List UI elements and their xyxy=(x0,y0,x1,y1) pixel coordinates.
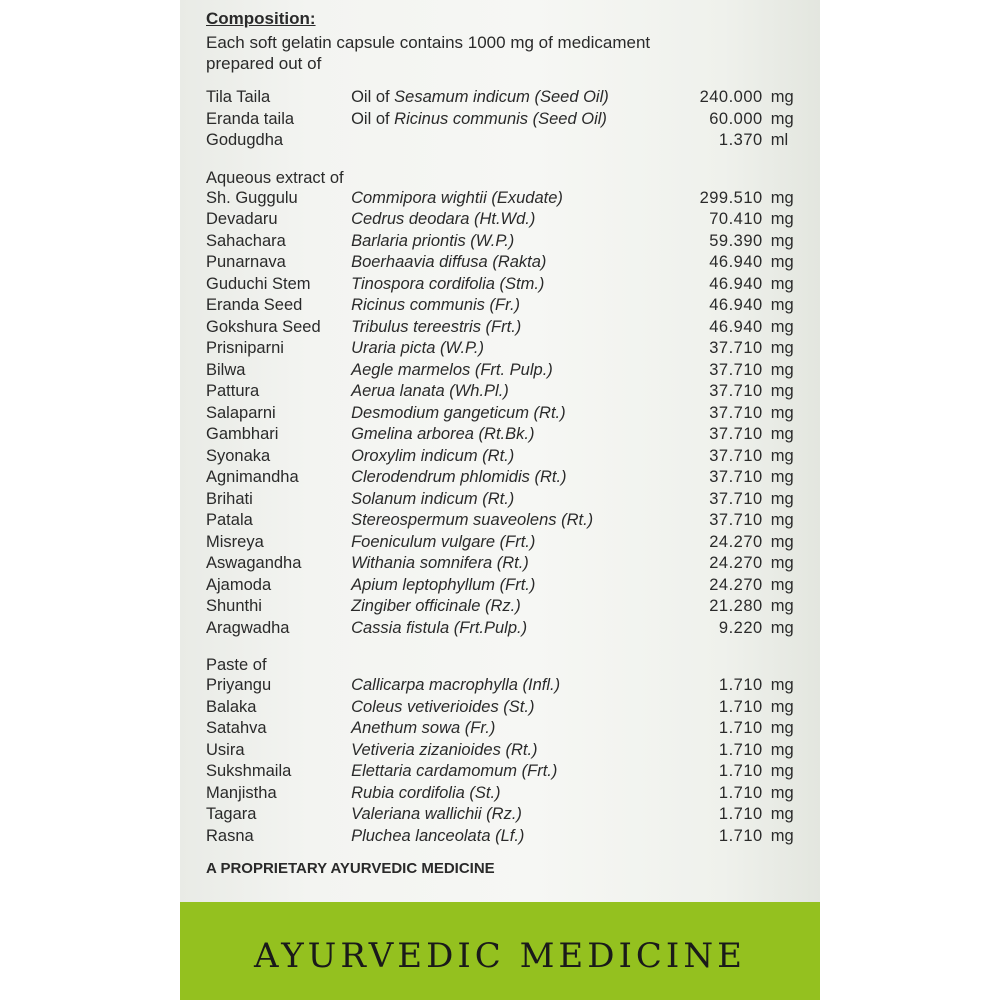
ingredient-source: Aerua lanata (Wh.Pl.) xyxy=(351,382,509,400)
ingredient-source: Oroxylim indicum (Rt.) xyxy=(351,446,515,465)
ingredient-source-prefix: Oil of xyxy=(351,88,395,106)
ingredient-source: Valeriana wallichii (Rz.) xyxy=(351,805,522,823)
ingredient-row xyxy=(206,296,806,318)
ingredient-source: Gmelina arborea (Rt.Bk.) xyxy=(351,425,535,443)
ingredient-source: Barlaria priontis (W.P.) xyxy=(351,231,515,250)
ingredient-source: Rubia cordifolia (St.) xyxy=(351,783,501,802)
ingredient-row xyxy=(206,490,806,512)
ingredient-amount: 60.000 xyxy=(709,109,763,128)
ingredient-unit: mg xyxy=(770,719,794,737)
ingredient-unit: mg xyxy=(770,511,794,529)
oils-section xyxy=(206,88,806,153)
ingredient-source: Solanum indicum (Rt.) xyxy=(351,489,515,508)
ingredient-unit: mg xyxy=(770,618,794,637)
ingredient-name: Patala xyxy=(206,511,253,529)
ingredient-amount: 46.940 xyxy=(709,253,763,271)
ingredient-source: Commipora wightii (Exudate) xyxy=(351,188,563,207)
ingredient-row xyxy=(206,576,806,598)
band-title: AYURVEDIC MEDICINE xyxy=(254,936,746,976)
ingredient-amount: 70.410 xyxy=(709,210,763,228)
ingredient-unit: mg xyxy=(770,575,794,594)
ingredient-amount: 9.220 xyxy=(718,618,763,637)
ingredient-row xyxy=(206,741,806,763)
ingredient-name: Agnimandha xyxy=(206,468,299,486)
ingredient-amount: 1.710 xyxy=(718,740,763,759)
ingredient-row xyxy=(206,131,806,153)
ingredient-unit: mg xyxy=(770,554,794,572)
aqueous-section xyxy=(206,167,806,641)
ingredient-amount: 37.710 xyxy=(709,468,763,486)
ingredient-unit: mg xyxy=(770,468,794,486)
ingredient-amount: 1.710 xyxy=(718,762,763,780)
ingredient-amount: 37.710 xyxy=(709,360,763,379)
ingredient-amount: 37.710 xyxy=(709,489,763,508)
ingredient-row xyxy=(206,425,806,447)
ingredient-source: Uraria picta (W.P.) xyxy=(351,339,485,357)
ingredient-source: Zingiber officinale (Rz.) xyxy=(351,597,521,615)
ingredient-name: Pattura xyxy=(206,382,260,400)
aqueous-list xyxy=(206,189,806,641)
ingredient-amount: 299.510 xyxy=(699,188,763,207)
ingredient-amount: 240.000 xyxy=(699,88,763,106)
ingredient-name: Eranda taila xyxy=(206,109,295,128)
ingredient-source: Cedrus deodara (Ht.Wd.) xyxy=(351,210,536,228)
ingredient-row xyxy=(206,275,806,297)
ingredient-source: Coleus vetiverioides (St.) xyxy=(351,697,535,716)
ingredient-source: Tribulus tereestris (Frt.) xyxy=(351,317,522,336)
ingredient-amount: 1.710 xyxy=(718,676,763,694)
ingredient-source: Clerodendrum phlomidis (Rt.) xyxy=(351,468,567,486)
ingredient-unit: mg xyxy=(770,210,794,228)
ingredient-source-prefix: Oil of xyxy=(351,109,395,128)
ingredient-name: Satahva xyxy=(206,719,267,737)
ingredient-amount: 24.270 xyxy=(709,554,763,572)
ingredient-unit: mg xyxy=(770,783,794,802)
aqueous-heading: Aqueous extract of xyxy=(206,168,344,187)
ingredient-name: Godugdha xyxy=(206,131,284,149)
ingredient-row xyxy=(206,404,806,426)
ingredient-amount: 46.940 xyxy=(709,296,763,314)
ingredient-source-latin: Ricinus communis (Seed Oil) xyxy=(394,109,607,128)
ingredient-amount: 1.710 xyxy=(718,783,763,802)
ingredient-row xyxy=(206,447,806,469)
ingredient-row xyxy=(206,110,806,132)
ingredient-row xyxy=(206,698,806,720)
ingredient-amount: 37.710 xyxy=(709,382,763,400)
ingredient-unit: mg xyxy=(770,109,794,128)
ingredient-source: Tinospora cordifolia (Stm.) xyxy=(351,274,545,293)
ingredient-source: Elettaria cardamomum (Frt.) xyxy=(351,762,558,780)
ingredient-source: Boerhaavia diffusa (Rakta) xyxy=(351,253,547,271)
ingredient-name: Misreya xyxy=(206,532,264,551)
ingredient-row xyxy=(206,784,806,806)
ingredient-row xyxy=(206,189,806,211)
ingredient-row xyxy=(206,619,806,641)
ingredient-unit: mg xyxy=(770,231,794,250)
proprietary-note: A PROPRIETARY AYURVEDIC MEDICINE xyxy=(206,860,495,877)
ingredient-unit: mg xyxy=(770,253,794,271)
paste-section xyxy=(206,654,806,848)
composition-intro-line2: prepared out of xyxy=(206,54,322,73)
ingredient-name: Salaparni xyxy=(206,403,276,422)
ingredient-unit: mg xyxy=(770,188,794,207)
ingredient-row xyxy=(206,676,806,698)
ingredient-name: Shunthi xyxy=(206,597,262,615)
ingredient-unit: mg xyxy=(770,382,794,400)
ingredient-amount: 1.710 xyxy=(718,826,763,845)
ingredient-row xyxy=(206,361,806,383)
composition-intro xyxy=(206,32,806,74)
ingredient-unit: mg xyxy=(770,274,794,293)
ingredient-name: Tila Taila xyxy=(206,88,271,106)
ingredient-name: Punarnava xyxy=(206,253,286,271)
ingredient-row xyxy=(206,88,806,110)
ingredient-row xyxy=(206,511,806,533)
ingredient-source: Pluchea lanceolata (Lf.) xyxy=(351,826,525,845)
product-label xyxy=(180,0,820,1000)
ingredient-unit: mg xyxy=(770,805,794,823)
ingredient-amount: 1.710 xyxy=(718,719,763,737)
ingredient-amount: 21.280 xyxy=(709,597,763,615)
ingredient-amount: 1.370 xyxy=(718,131,763,149)
ingredient-source: Withania somnifera (Rt.) xyxy=(351,554,529,572)
ingredient-amount: 37.710 xyxy=(709,339,763,357)
ingredient-unit: mg xyxy=(770,697,794,716)
ingredient-source: Ricinus communis (Fr.) xyxy=(351,296,521,314)
ingredient-row xyxy=(206,210,806,232)
ingredient-unit: mg xyxy=(770,403,794,422)
ingredient-row xyxy=(206,382,806,404)
ingredient-amount: 37.710 xyxy=(709,446,763,465)
ingredient-amount: 1.710 xyxy=(718,697,763,716)
composition-title: Composition: xyxy=(206,9,316,28)
ingredient-name: Prisniparni xyxy=(206,339,284,357)
ingredient-row xyxy=(206,719,806,741)
ingredient-source: Foeniculum vulgare (Frt.) xyxy=(351,532,536,551)
ingredient-row xyxy=(206,318,806,340)
ingredient-name: Aragwadha xyxy=(206,618,290,637)
ingredient-name: Sukshmaila xyxy=(206,762,292,780)
ingredient-unit: mg xyxy=(770,317,794,336)
ingredient-amount: 24.270 xyxy=(709,532,763,551)
ingredient-unit: mg xyxy=(770,597,794,615)
ingredient-name: Usira xyxy=(206,740,245,759)
ingredient-source: Cassia fistula (Frt.Pulp.) xyxy=(351,618,528,637)
ingredient-name: Gambhari xyxy=(206,425,279,443)
ingredient-name: Tagara xyxy=(206,805,257,823)
ingredient-amount: 37.710 xyxy=(709,511,763,529)
ingredient-unit: mg xyxy=(770,339,794,357)
ingredient-row xyxy=(206,232,806,254)
ingredient-amount: 59.390 xyxy=(709,231,763,250)
ingredient-amount: 46.940 xyxy=(709,274,763,293)
ingredient-row xyxy=(206,533,806,555)
ingredient-unit: mg xyxy=(770,532,794,551)
ingredient-name: Balaka xyxy=(206,697,257,716)
paste-list xyxy=(206,676,806,848)
ingredient-name: Bilwa xyxy=(206,360,246,379)
ingredient-row xyxy=(206,468,806,490)
ingredient-unit: mg xyxy=(770,360,794,379)
ingredient-source: Callicarpa macrophylla (Infl.) xyxy=(351,676,561,694)
ingredient-unit: mg xyxy=(770,762,794,780)
ingredient-row xyxy=(206,827,806,849)
ingredient-source: Anethum sowa (Fr.) xyxy=(351,719,496,737)
ingredient-name: Guduchi Stem xyxy=(206,274,311,293)
ingredient-row xyxy=(206,762,806,784)
ingredient-name: Rasna xyxy=(206,826,254,845)
paste-heading: Paste of xyxy=(206,656,267,674)
ingredient-name: Gokshura Seed xyxy=(206,317,321,336)
ingredient-amount: 1.710 xyxy=(718,805,763,823)
ingredient-source: Vetiveria zizanioides (Rt.) xyxy=(351,740,538,759)
ingredient-source: Desmodium gangeticum (Rt.) xyxy=(351,403,566,422)
ingredient-source-latin: Sesamum indicum (Seed Oil) xyxy=(394,88,609,106)
ingredient-name: Sh. Guggulu xyxy=(206,188,298,207)
ingredient-unit: mg xyxy=(770,489,794,508)
ingredient-name: Aswagandha xyxy=(206,554,302,572)
ingredient-name: Manjistha xyxy=(206,783,277,802)
ingredient-name: Brihati xyxy=(206,489,253,508)
composition-panel xyxy=(206,8,806,877)
ingredient-unit: ml xyxy=(770,131,789,149)
ingredient-row xyxy=(206,597,806,619)
ingredient-name: Sahachara xyxy=(206,231,286,250)
ingredient-name: Ajamoda xyxy=(206,575,272,594)
ingredient-name: Eranda Seed xyxy=(206,296,303,314)
ingredient-row xyxy=(206,339,806,361)
ingredient-unit: mg xyxy=(770,88,794,106)
ingredient-amount: 24.270 xyxy=(709,575,763,594)
ingredient-row xyxy=(206,805,806,827)
composition-intro-line1: Each soft gelatin capsule contains 1000 mg of medicament xyxy=(206,33,651,52)
ingredient-source xyxy=(351,88,672,107)
ingredient-name: Syonaka xyxy=(206,446,271,465)
ingredient-unit: mg xyxy=(770,296,794,314)
ingredient-source: Stereospermum suaveolens (Rt.) xyxy=(351,511,594,529)
green-band xyxy=(180,902,820,1000)
ingredient-source: Aegle marmelos (Frt. Pulp.) xyxy=(351,360,553,379)
ingredient-unit: mg xyxy=(770,446,794,465)
ingredient-amount: 37.710 xyxy=(709,425,763,443)
ingredient-row xyxy=(206,554,806,576)
ingredient-unit: mg xyxy=(770,425,794,443)
ingredient-unit: mg xyxy=(770,740,794,759)
ingredient-amount: 37.710 xyxy=(709,403,763,422)
ingredient-name: Devadaru xyxy=(206,210,278,228)
ingredient-source: Apium leptophyllum (Frt.) xyxy=(351,575,536,594)
ingredient-amount: 46.940 xyxy=(709,317,763,336)
ingredient-name: Priyangu xyxy=(206,676,272,694)
ingredient-source xyxy=(351,110,672,129)
ingredient-unit: mg xyxy=(770,676,794,694)
ingredient-row xyxy=(206,253,806,275)
ingredient-unit: mg xyxy=(770,826,794,845)
